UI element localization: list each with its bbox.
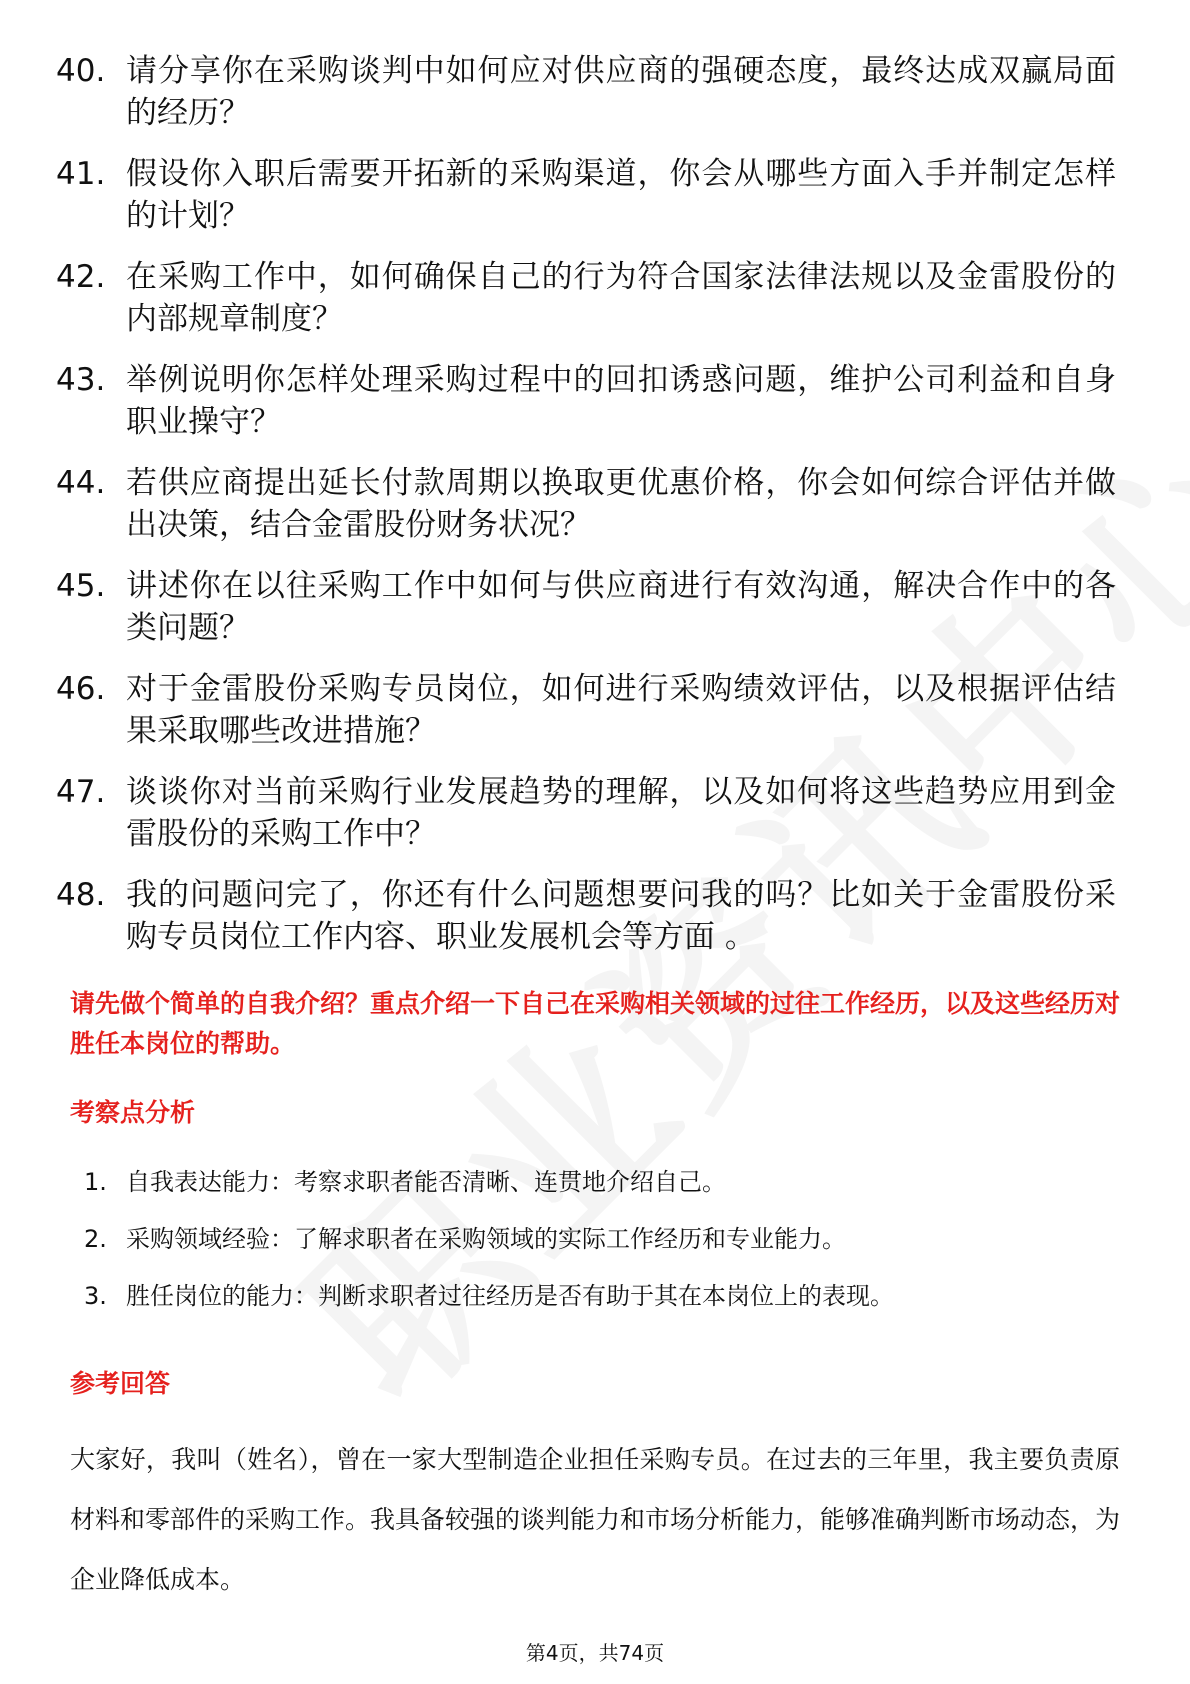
question-item (56, 359, 1116, 443)
question-text: 假设你入职后需要开拓新的采购渠道，你会从哪些方面入手并制定怎样的计划？ (126, 156, 1116, 234)
question-text: 若供应商提出延长付款周期以换取更优惠价格，你会如何综合评估并做出决策，结合金雷股份财务状况？ (126, 465, 1116, 543)
question-text: 我的问题问完了，你还有什么问题想要问我的吗？比如关于金雷股份采购专员岗位工作内容、职业发展机会等方面 。 (126, 877, 1116, 955)
question-number: 43. (56, 362, 106, 398)
analysis-text: 胜任岗位的能力：判断求职者过往经历是否有助于其在本岗位上的表现。 (126, 1282, 894, 1310)
question-item (56, 462, 1116, 546)
question-number: 44. (56, 465, 106, 501)
question-number: 42. (56, 259, 106, 295)
question-number: 46. (56, 671, 106, 707)
question-text: 谈谈你对当前采购行业发展趋势的理解，以及如何将这些趋势应用到金雷股份的采购工作中？ (126, 774, 1116, 852)
question-text: 举例说明你怎样处理采购过程中的回扣诱惑问题，维护公司利益和自身职业操守？ (126, 362, 1116, 440)
question-number: 40. (56, 53, 106, 89)
question-item (56, 668, 1116, 752)
analysis-text: 自我表达能力：考察求职者能否清晰、连贯地介绍自己。 (126, 1168, 726, 1196)
question-item (56, 50, 1116, 134)
analysis-list (84, 1165, 1104, 1336)
analysis-heading: 考察点分析 (70, 1098, 196, 1127)
question-text: 讲述你在以往采购工作中如何与供应商进行有效沟通，解决合作中的各类问题？ (126, 568, 1116, 646)
question-number: 41. (56, 156, 106, 192)
question-number: 45. (56, 568, 106, 604)
question-item (56, 874, 1116, 958)
analysis-number: 2. (84, 1225, 107, 1253)
question-item (56, 565, 1116, 649)
question-item (56, 771, 1116, 855)
question-text: 对于金雷股份采购专员岗位，如何进行采购绩效评估，以及根据评估结果采取哪些改进措施？ (126, 671, 1116, 749)
analysis-item (84, 1222, 1104, 1256)
question-list (56, 50, 1116, 977)
analysis-number: 3. (84, 1282, 107, 1310)
answer-paragraph: 大家好，我叫（姓名），曾在一家大型制造企业担任采购专员。在过去的三年里，我主要负责原材料和零部件的采购工作。我具备较强的谈判能力和市场分析能力，能够准确判断市场动态，为企业降低成本。 (70, 1445, 1121, 1594)
answer-heading: 参考回答 (70, 1369, 171, 1398)
analysis-text: 采购领域经验：了解求职者在采购领域的实际工作经历和专业能力。 (126, 1225, 846, 1253)
question-item (56, 153, 1116, 237)
analysis-item (84, 1279, 1104, 1313)
analysis-number: 1. (84, 1168, 107, 1196)
page-number: 第4页，共74页 (525, 1641, 665, 1665)
question-text: 在采购工作中，如何确保自己的行为符合国家法律法规以及金雷股份的内部规章制度？ (126, 259, 1116, 337)
question-number: 48. (56, 877, 106, 913)
question-item (56, 256, 1116, 340)
question-number: 47. (56, 774, 106, 810)
question-text: 请分享你在采购谈判中如何应对供应商的强硬态度，最终达成双赢局面的经历？ (126, 53, 1116, 131)
featured-question: 请先做个简单的自我介绍？重点介绍一下自己在采购相关领域的过往工作经历，以及这些经历对胜任本岗位的帮助。 (70, 989, 1121, 1058)
analysis-item (84, 1165, 1104, 1199)
